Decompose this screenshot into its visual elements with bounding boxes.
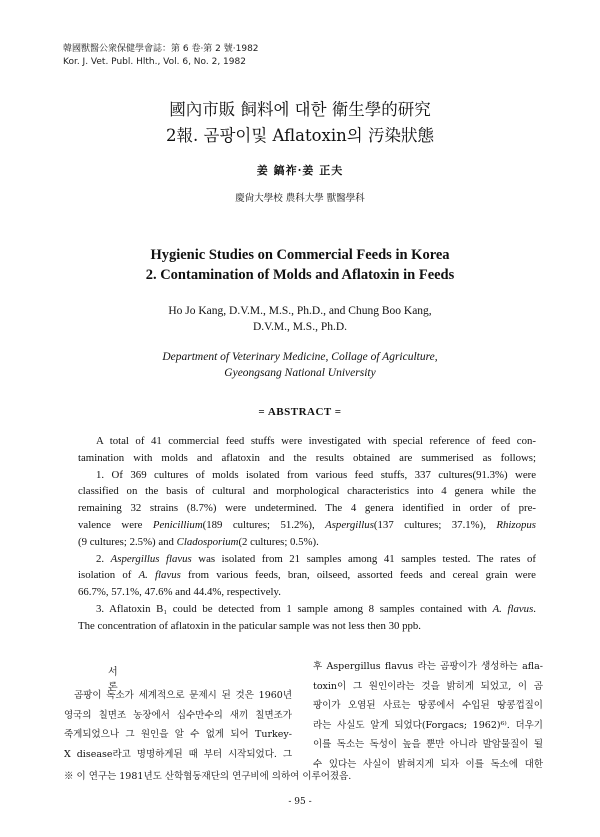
- species-name: Rhizopus: [496, 518, 536, 531]
- abstract-text: isolation of: [78, 569, 139, 582]
- abstract-line: [78, 500, 536, 517]
- abstract-text: (189 cultures; 51.2%),: [202, 518, 326, 531]
- introduction-left-column: [64, 686, 292, 764]
- introduction-heading: 서 론: [108, 667, 152, 693]
- abstract-text: A total of 41 commercial feed stuffs were investigated with special reference of feed con-: [96, 435, 536, 447]
- funding-footnote: ※ 이 연구는 1981년도 산학협동재단의 연구비에 의하여 이루어졌음.: [64, 771, 352, 782]
- intro-text-line: 영국의 칠면조 농장에서 십수만수의 새끼 칠면조가: [64, 709, 292, 721]
- korean-title-line-1: 國內市販 飼料에 대한 衛生學的研究: [169, 100, 431, 119]
- abstract-line: [78, 618, 536, 635]
- abstract-line: [78, 551, 536, 568]
- korean-affiliation: 慶尙大學校 農科大學 獸醫學科: [235, 193, 365, 204]
- journal-citation-english: Kor. J. Vet. Publ. Hlth., Vol. 6, No. 2, 1982: [63, 57, 246, 67]
- abstract-text: 66.7%, 57.1%, 47.6% and 44.4%, respectively.: [78, 586, 281, 599]
- abstract-text: tamination with molds and aflatoxin and the results obtained are summerised as follows;: [78, 451, 536, 464]
- intro-text-line: 후 Aspergillus flavus 라는 곰팡이가 생성하는 afla-: [313, 661, 543, 672]
- abstract-line: [78, 433, 536, 450]
- intro-text-line: X disease라고 명명하게된 때 부터 시작되었다. 그: [64, 748, 292, 760]
- abstract-text: The concentration of aflatoxin in the paticular sample was not less then 30 ppb.: [78, 619, 422, 632]
- intro-text-line: 라는 사실도 알게 되었다(Forgacs; 1962)⁶⁾. 더우기: [313, 719, 543, 731]
- department-line-2: Gyeongsang National University: [224, 367, 376, 379]
- korean-authors: 姜 鎬祚·姜 正夫: [256, 164, 344, 177]
- abstract-text: (137 cultures; 37.1%),: [373, 518, 497, 531]
- abstract-text: valence were: [78, 518, 153, 531]
- abstract-body: [78, 433, 536, 635]
- english-title-line-2: 2. Contamination of Molds and Aflatoxin in Feeds: [145, 267, 455, 283]
- abstract-text: 1. Of 369 cultures of molds isolated from various feed stuffs, 337 cultures(91.3%) were: [96, 468, 536, 481]
- english-title-line-1: Hygienic Studies on Commercial Feeds in Korea: [150, 247, 450, 263]
- department-line-1: Department of Veterinary Medicine, Collage of Agriculture,: [162, 351, 438, 363]
- abstract-line: [78, 450, 536, 467]
- page-number: - 95 -: [288, 797, 312, 807]
- abstract-line: [78, 601, 536, 618]
- intro-text-line: 곰팡이 독소가 세계적으로 문제시 된 것은 1960년: [74, 690, 292, 701]
- abstract-line: [78, 567, 536, 584]
- abstract-heading: = ABSTRACT =: [258, 406, 342, 418]
- korean-title-line-2: 2報. 곰팡이및 Aflatoxin의 汚染狀態: [166, 126, 434, 145]
- species-name: Aspergillus flavus: [110, 552, 192, 565]
- abstract-line: [78, 584, 536, 601]
- abstract-text: remaining 32 strains (8.7%) were undetermined. The 4 genera identified in order of pre-: [78, 502, 536, 515]
- intro-text-line: toxin이 그 원인이라는 것을 밝히게 되었고, 이 곰: [313, 680, 543, 692]
- journal-citation-korean: 韓國獸醫公衆保健學會誌：第 6 卷·第 2 號·1982: [63, 44, 259, 54]
- species-name: Aspergillus: [325, 518, 374, 531]
- abstract-text: (2 cultures; 0.5%).: [238, 535, 319, 548]
- intro-text-line: 수 있다는 사실이 밝혀지게 되자 이를 독소에 대한: [313, 758, 543, 770]
- species-name: A. flavus: [138, 569, 181, 582]
- species-name: Penicillium: [152, 518, 203, 531]
- abstract-text: 2.: [96, 552, 111, 565]
- abstract-text: from various feeds, bran, oilseed, assorted feeds and cereal grain were: [180, 569, 536, 582]
- abstract-text: .: [533, 602, 536, 615]
- abstract-text: was isolated from 21 samples among 41 samples tested. The rates of: [191, 552, 536, 565]
- introduction-right-column: [313, 657, 543, 775]
- abstract-line: [78, 467, 536, 484]
- species-name: Cladosporium: [176, 535, 239, 548]
- intro-text-line: 팡이가 오염된 사료는 땅콩에서 수입된 땅콩껍질이: [313, 700, 543, 712]
- journal-header: [63, 43, 259, 69]
- abstract-line: [78, 483, 536, 500]
- abstract-text: classified on the basis of cultural and morphological characteristics into 4 genera while the: [78, 485, 536, 498]
- english-authors-line-1: Ho Jo Kang, D.V.M., M.S., Ph.D., and Chung Boo Kang,: [168, 305, 432, 317]
- english-authors-line-2: D.V.M., M.S., Ph.D.: [252, 321, 348, 333]
- species-name: A. flavus: [492, 602, 534, 615]
- intro-text-line: 죽게되었으나 그 원인을 알 수 없게 되어 Turkey-: [64, 729, 292, 741]
- intro-text-line: 이를 독소는 독성이 높을 뿐만 아니라 발암물질이 될: [313, 739, 543, 751]
- abstract-text: (9 cultures; 2.5%) and: [78, 535, 177, 548]
- abstract-line: [78, 534, 536, 551]
- abstract-text: 3. Aflatoxin B₁ could be detected from 1 sample among 8 samples contained with: [96, 602, 493, 615]
- abstract-line: [78, 517, 536, 534]
